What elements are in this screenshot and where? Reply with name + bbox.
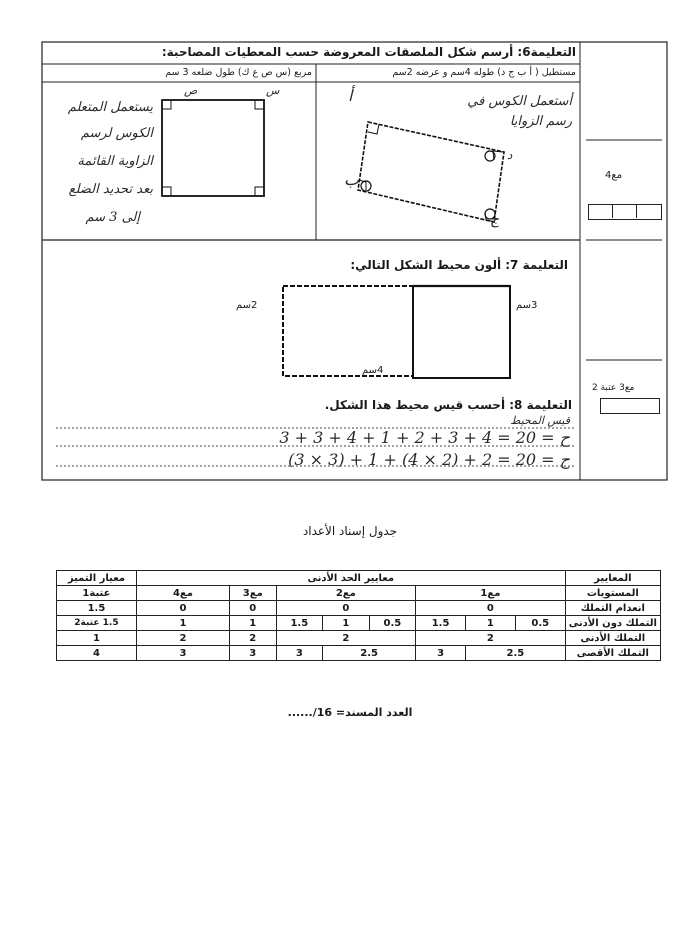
composite-figure [283,286,413,376]
task8-answer-line2: ح = 20 = 2 + (2 × 4) + 1 + (3 × 3) [288,450,570,469]
task8-answer-label: قيس المحيط [510,414,570,427]
score-box-task7 [600,398,660,414]
col-m1: مع1 [416,586,566,601]
cell: 2 [136,631,229,646]
total-score: العدد المسند= 16/...... [287,706,413,719]
cell: 1.5 [416,616,466,631]
cell: 3 [136,646,229,661]
rectangle-note: أستعمل الكوس في رسم الزوايا [467,94,572,129]
cell: 0 [416,601,566,616]
dim-left: 2سم [236,300,258,311]
cell: 0.5 [369,616,416,631]
task8-answer-line1: ح = 20 = 4 + 3 + 2 + 1 + 4 + 3 + 3 [279,428,570,447]
header-levels: المستويات [565,586,660,601]
cell: 2.5 [465,646,565,661]
square-note-line4: بعد تحديد الضلع [68,182,153,197]
square-note-line2: الكوس لرسم [80,126,153,141]
cell: 3 [416,646,466,661]
square-vertex-ss: ص [184,84,198,97]
square-note-line1: يستعمل المتعلم [67,100,153,115]
grading-table [56,570,661,661]
drawn-square [162,100,264,196]
cell: 1.5 [57,601,137,616]
score-box-divider [612,204,613,218]
level-below-min: التملك دون الأدنى [565,616,660,631]
task7-title: التعليمة 7: ألون محيط الشكل التالي: [350,258,568,272]
rect-vertex-d: د [507,148,513,162]
col-m3: مع3 [230,586,277,601]
cell: 1 [230,616,277,631]
cell: 2 [230,631,277,646]
side-label-m3: مع3 عتبة 2 [592,383,635,393]
header-excellence: معيار التميز [57,571,137,586]
header-min-criteria: معايير الحد الأدنى [136,571,565,586]
cell: 2.5 [323,646,416,661]
rectangle-caption: مستطيل ( أ ب ج د) طوله 4سم و عرضه 2سم [392,67,576,78]
cell: 1 [465,616,515,631]
square-vertex-s: س [266,84,280,97]
cell: 1.5 عتبة2 [57,616,137,631]
square-note-line5: إلى 3 سم [85,210,140,225]
cell: 3 [276,646,323,661]
grading-title: جدول إسناد الأعداد [302,524,398,538]
side-label-m4: مع4 [605,170,623,181]
task6-title: التعليمة6: أرسم شكل الملصقات المعروضة حسب المعطيات المصاحبة: [161,45,576,59]
drawn-rectangle [358,122,504,222]
level-max: التملك الأقصى [565,646,660,661]
cell: 2 [276,631,416,646]
dim-bottom: 4سم [362,365,384,376]
cell: 0 [276,601,416,616]
cell: 1 [136,616,229,631]
level-none: انعدام التملك [565,601,660,616]
excellence-threshold1: عتبة1 [57,586,137,601]
rect-vertex-j: ج [490,212,500,228]
cell: 1.5 [276,616,323,631]
cell: 1 [323,616,370,631]
square-caption: مربع (س ص ع ك) طول ضلعه 3 سم [165,67,312,78]
dim-right: 3سم [516,300,538,311]
score-box-task6 [588,204,662,220]
cell: 4 [57,646,137,661]
rect-vertex-a: أ [348,86,353,105]
square-note-line3: الزاوية القائمة [77,154,153,169]
cell: 3 [230,646,277,661]
cell: 0 [136,601,229,616]
cell: 1 [57,631,137,646]
col-m4: مع4 [136,586,229,601]
cell: 0 [230,601,277,616]
col-m2: مع2 [276,586,416,601]
level-min: التملك الأدنى [565,631,660,646]
cell: 2 [416,631,566,646]
header-criteria: المعايير [565,571,660,586]
rect-vertex-b: ب [344,170,360,189]
task8-title: التعليمة 8: أحسب قيس محيط هذا الشكل. [324,398,572,412]
score-box-divider [636,204,637,218]
cell: 0.5 [515,616,565,631]
